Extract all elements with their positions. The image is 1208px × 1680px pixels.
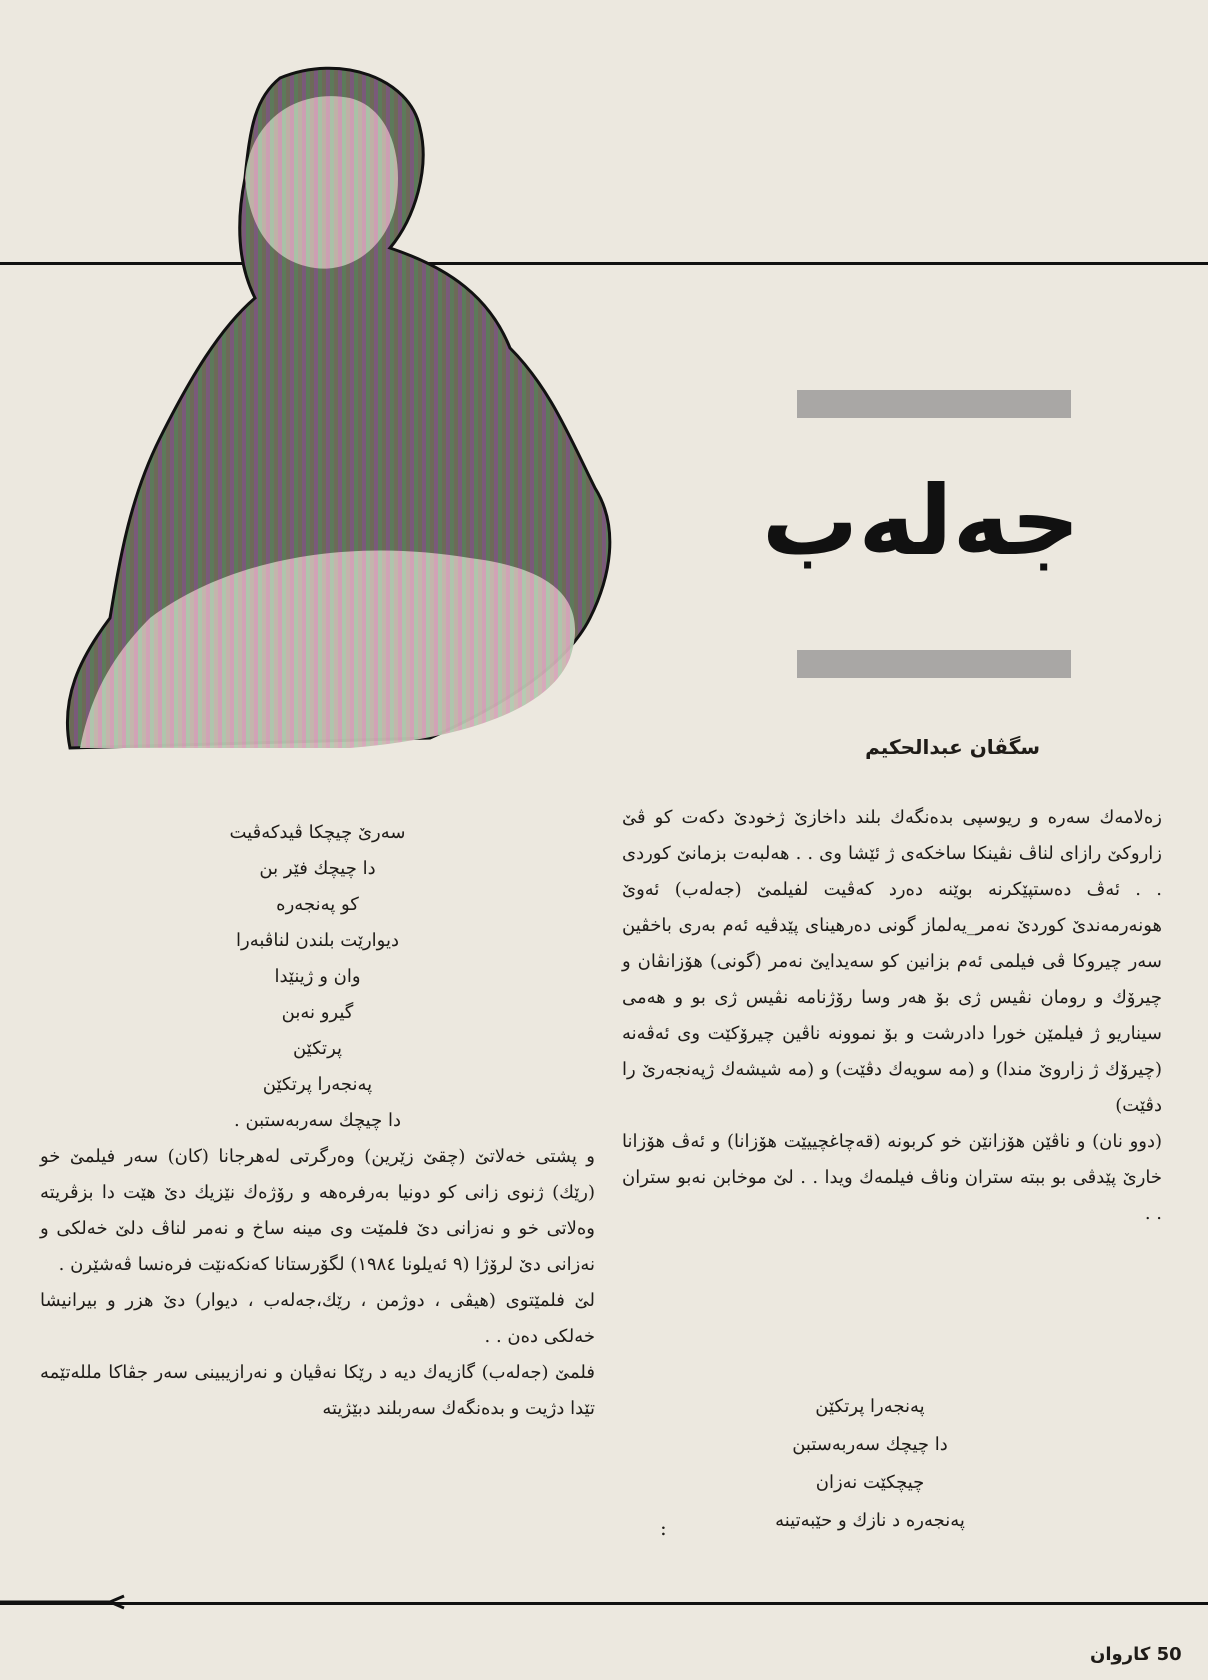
body-paragraph: (دوو نان) و ناڤێن هۆزانێن خو كربونە (قەچاغچییێت هۆزانا) و ئەڤ هۆزانا خارێ پێدڤی بو ببتە ستران وناڤ فیلمەك ویدا . . لێ موخابن نەبو ستران . . xyxy=(622,1131,1162,1224)
page-number: 50 xyxy=(1156,1644,1182,1665)
poem-line: پەنجەرا پرتكێن xyxy=(262,1074,373,1095)
poem-line: پرتكێن xyxy=(292,1038,343,1059)
poem-line: پەنجەرا پرتكێن xyxy=(815,1396,925,1417)
author-name: سگڤان عبدالحكيم xyxy=(865,735,1040,759)
body-paragraph: فلمێ (جەلەب) گازیەك دیە د رێكا نەڤیان و نەرازیبینی سەر جڤاكا مللەتێمە تێدا دژیت و بدەنگەك سەربلند دبێژیتە xyxy=(40,1362,595,1419)
poem-line: وان و ژینێدا xyxy=(274,966,361,987)
body-paragraph: لێ فلمێتوی (هیڤی ، دوژمن ، رێك،جەلەب ، دیوار) دێ هزر و بیرانیشا خەلكی دەن . . xyxy=(40,1290,595,1347)
title-top-bar xyxy=(797,390,1071,418)
article-title: جەلەب xyxy=(761,465,1080,577)
body-paragraph: و پشتی خەلاتێ (چقێ زێرین) وەرگرتی لەهرجانا (كان) سەر فیلمێ خو (رێك) ژنوی زانی كو دونیا بەرفرەهە و رۆژەك نێزیك دێ هێت دا بزڤریتە وەلاتی خو و نەزانی دێ فلمێت وی مینە ساخ و نەمر لناڤ دلێ خەلكی و نەزانی دێ لرۆژا (٩ ئەیلونا ١٩٨٤) لگۆرستانا كەنكەنێت فرەنسا ڤەشێرن . xyxy=(40,1146,595,1275)
poem-left xyxy=(40,815,595,1139)
magazine-name: كاروان xyxy=(1090,1644,1151,1665)
body-paragraph: زەلامەك سەرە و ریوسپی بدەنگەك بلند داخازێ ژخودێ دكەت كو ڤێ زاروكێ رازای لناڤ نڤینكا ساخكەی ژ ئێشا وی . . هەلبەت بزمانێ كوردی . . ئەڤ دەستپێكرنە بوێنە دەرد كەڤیت لفیلمێ (جەلەب) ئەوێ هونەرمەندێ كوردێ نەمر_یەلماز گونی دەرهینای پێدڤیە ئەم بەری باخڤین سەر چیروكا ڤی فیلمی ئەم بزانین كو سەیدایێ نەمر (گونی) هۆزانڤان و چیرۆك و رومان نڤیس ژی بۆ هەر وسا رۆژنامە نڤیس ژی بو و هەمی سیناریو ژ فیلمێن خورا دادرشت و بۆ نموونە ناڤین چیرۆكێت وی ئەڤەنە (چیرۆك ژ زاروێ مندا) و (مە سویەك دڤێت) و (مە شیشەك ژپەنجەرێ را دڤێت) xyxy=(622,807,1162,1116)
poem-line: سەرێ چیچكا ڤیدكەڤیت xyxy=(229,822,406,843)
poem-line: گیرو نەبن xyxy=(281,1002,354,1023)
author-photo xyxy=(50,58,635,758)
title-bottom-bar xyxy=(797,650,1071,678)
left-column xyxy=(40,815,595,1427)
poem-bottom xyxy=(710,1388,1030,1540)
arrow-left-icon xyxy=(0,1594,140,1610)
poem-line: كو پەنجەرە xyxy=(276,894,359,915)
bottom-horizontal-rule xyxy=(0,1602,1208,1605)
poem-line: دا چیچك فێر بن xyxy=(259,858,376,879)
poem-line: چیچكێت نەزان xyxy=(815,1472,925,1493)
right-column xyxy=(622,800,1162,1232)
poem-line: دیوارێت بلندن لناڤبەرا xyxy=(236,930,399,951)
page-footer xyxy=(1090,1644,1182,1665)
poem-line: دا چیچك سەربەستبن . xyxy=(234,1110,401,1131)
poem-line: پەنجەرە د نازك و حێبەتینە xyxy=(775,1510,965,1531)
continuation-mark: : xyxy=(660,1516,667,1540)
poem-line: دا چیچك سەربەستبن xyxy=(792,1434,948,1455)
